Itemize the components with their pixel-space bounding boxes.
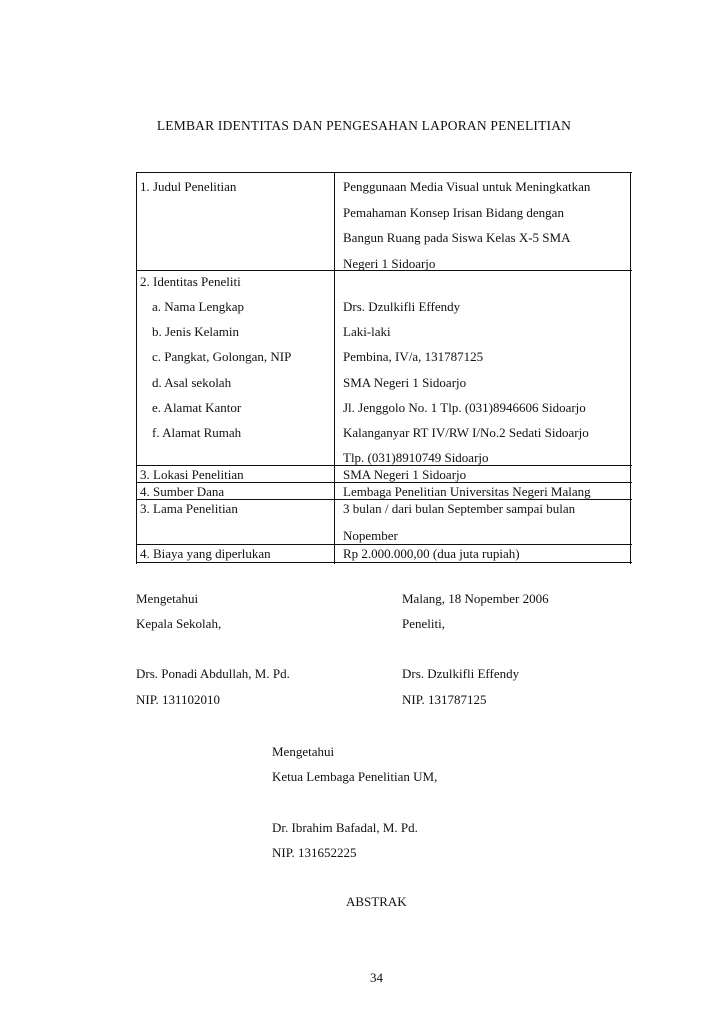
identitas-row-value: Jl. Jenggolo No. 1 Tlp. (031)8946606 Sidoarjo	[343, 400, 586, 415]
table-column-divider	[334, 172, 335, 564]
identitas-row-value: Pembina, IV/a, 131787125	[343, 349, 484, 364]
table-divider	[136, 544, 632, 545]
center-signature-role: Ketua Lembaga Penelitian UM,	[272, 769, 438, 784]
lama-value: 3 bulan / dari bulan September sampai bulan	[343, 501, 576, 516]
sumber-value: Lembaga Penelitian Universitas Negeri Malang	[343, 484, 591, 499]
judul-line: Bangun Ruang pada Siswa Kelas X-5 SMA	[343, 230, 571, 245]
identitas-row-label: b. Jenis Kelamin	[152, 324, 240, 339]
right-signature-role: Peneliti,	[402, 616, 445, 631]
center-signature-heading: Mengetahui	[272, 744, 335, 759]
left-signature-role: Kepala Sekolah,	[136, 616, 222, 631]
page-number: 34	[370, 970, 383, 985]
identitas-row-value: SMA Negeri 1 Sidoarjo	[343, 375, 467, 390]
right-signature-place-date: Malang, 18 Nopember 2006	[402, 591, 549, 606]
identitas-row-value: Kalanganyar RT IV/RW I/No.2 Sedati Sidoarjo	[343, 425, 589, 440]
lokasi-label: 3. Lokasi Penelitian	[140, 467, 244, 482]
identitas-row-value: Laki-laki	[343, 324, 391, 339]
identitas-label: 2. Identitas Peneliti	[140, 274, 241, 289]
right-signature-name: Drs. Dzulkifli Effendy	[402, 666, 520, 681]
sumber-label: 4. Sumber Dana	[140, 484, 225, 499]
judul-line: Pemahaman Konsep Irisan Bidang dengan	[343, 205, 564, 220]
identitas-row-label: e. Alamat Kantor	[152, 400, 242, 415]
lama-value-continued: Nopember	[343, 528, 398, 543]
judul-label: 1. Judul Penelitian	[140, 179, 237, 194]
abstract-heading: ABSTRAK	[346, 894, 407, 909]
identitas-row-label: f. Alamat Rumah	[152, 425, 242, 440]
center-signature-name: Dr. Ibrahim Bafadal, M. Pd.	[272, 820, 418, 835]
table-border-top	[136, 172, 632, 173]
identitas-row-value: Drs. Dzulkifli Effendy	[343, 299, 461, 314]
table-border-bottom	[136, 562, 632, 563]
judul-line: Negeri 1 Sidoarjo	[343, 256, 436, 271]
center-signature-nip: NIP. 131652225	[272, 845, 357, 860]
table-border-left	[136, 172, 137, 564]
lokasi-value: SMA Negeri 1 Sidoarjo	[343, 467, 467, 482]
left-signature-nip: NIP. 131102010	[136, 692, 221, 707]
biaya-value: Rp 2.000.000,00 (dua juta rupiah)	[343, 546, 520, 561]
identitas-row-value-continued: Tlp. (031)8910749 Sidoarjo	[343, 450, 489, 465]
table-border-right	[630, 172, 631, 564]
lama-label: 3. Lama Penelitian	[140, 501, 238, 516]
left-signature-heading: Mengetahui	[136, 591, 199, 606]
biaya-label: 4. Biaya yang diperlukan	[140, 546, 271, 561]
identity-table	[136, 172, 632, 564]
judul-line: Penggunaan Media Visual untuk Meningkatkan	[343, 179, 591, 194]
identitas-row-label: d. Asal sekolah	[152, 375, 232, 390]
document-title: LEMBAR IDENTITAS DAN PENGESAHAN LAPORAN PENELITIAN	[156, 118, 572, 133]
left-signature-name: Drs. Ponadi Abdullah, M. Pd.	[136, 666, 290, 681]
identitas-row-label: a. Nama Lengkap	[152, 299, 245, 314]
identitas-row-label: c. Pangkat, Golongan, NIP	[152, 349, 292, 364]
right-signature-nip: NIP. 131787125	[402, 692, 487, 707]
